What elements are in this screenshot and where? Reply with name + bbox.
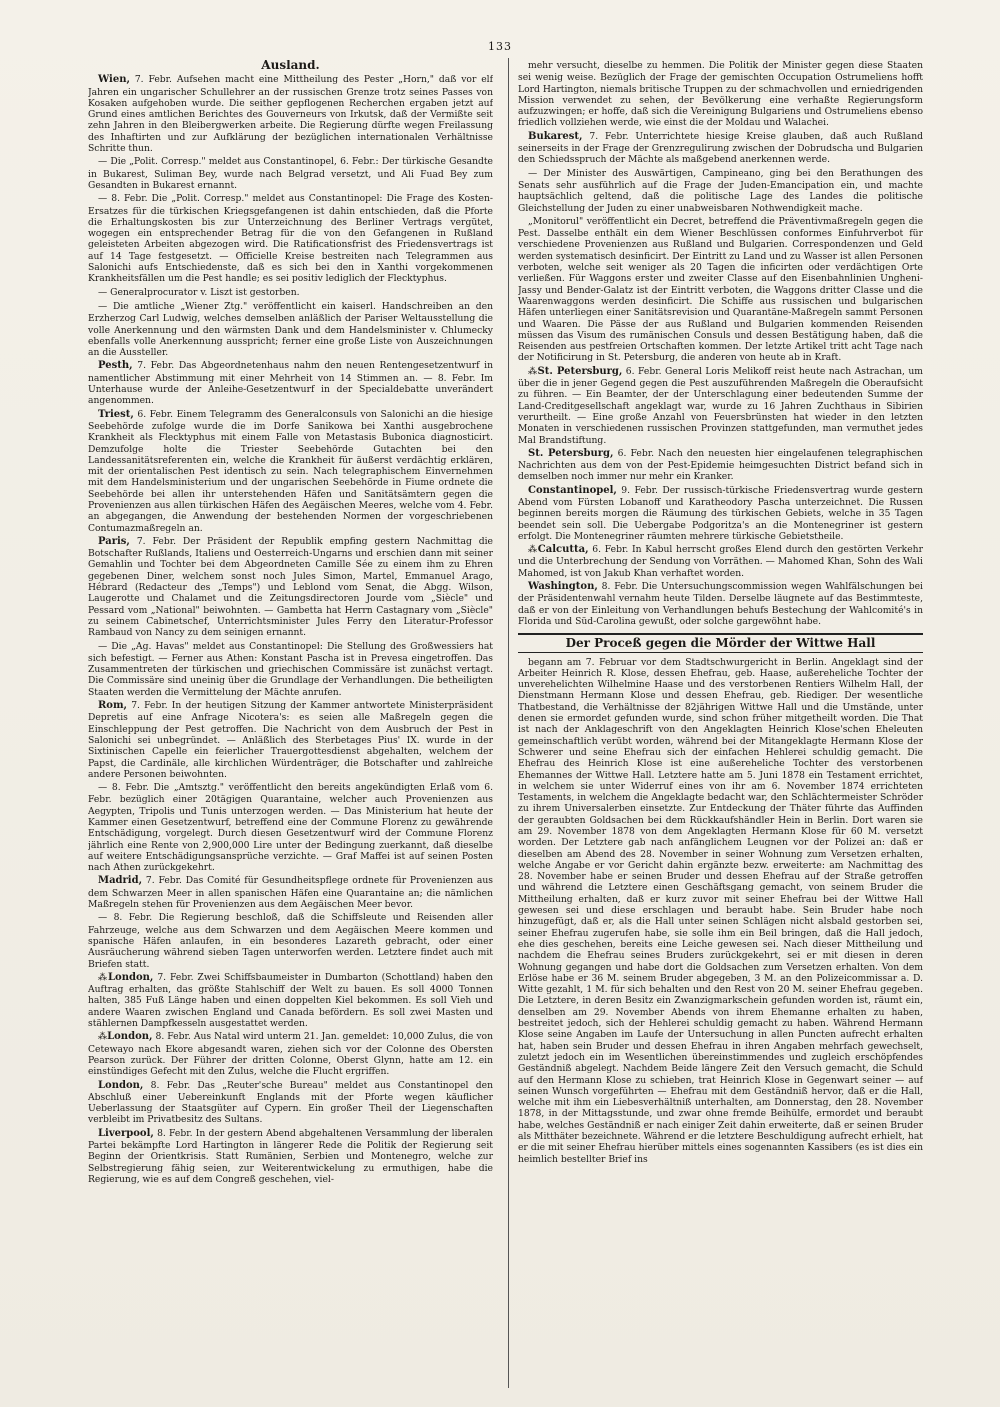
dateline: London, [98, 1079, 144, 1091]
news-paragraph [88, 875, 493, 910]
news-paragraph [518, 131, 923, 166]
news-paragraph [88, 1128, 493, 1185]
news-paragraph [518, 485, 923, 542]
news-paragraph [88, 74, 493, 154]
paragraph-text: — Die „Ag. Havas" meldet aus Constantinopel: Die Stellung des Großwessiers hat sich befestigt. — Ferner aus Athen: Konstant Pascha ist in Prevesa eingetroffen. Das Zusammentreten der türkischen und griechischen Commissäre ist zunächst vertagt. Die Commissäre sind uneinig über die Grundlage der Verhandlungen. Die betheiligten Staaten werden die Vermittelung der Mächte anrufen. [88, 640, 493, 698]
right-paragraphs [518, 60, 923, 627]
paragraph-marker: ⁂ [98, 972, 109, 983]
dateline: Pesth, [98, 360, 133, 372]
dateline: Triest, [98, 408, 134, 420]
news-paragraph [88, 156, 493, 191]
news-paragraph [88, 700, 493, 780]
news-paragraph [88, 193, 493, 284]
dateline: Washington, [528, 581, 598, 593]
article-paragraph: begann am 7. Februar vor dem Stadtschwurgericht in Berlin. Angeklagt sind der Arbeiter Heinrich R. Klose, dessen Ehefrau, geb. Haase, außereheliche Tochter der unverehelichten Wilhelmine Haase und des verstorbenen Rentiers Wilhelm Hall, der Dienstmann Hermann Klose und dessen Ehefrau, geb. Riediger. Der wesentliche Thatbestand, die Verhältnisse der 82jährigen Wittwe Hall und die Umstände, unter denen sie ermordet gefunden wurde, sind schon früher mitgetheilt worden. Die That ist nach der Anklageschrift von den Angeklagten Heinrich Klose'schen Eheleuten gemeinschaftlich verübt worden, während bei der Mitangeklagte Hermann Klose der Schwerer und seine Ehefrau sich der einfachen Hehlerei schuldig gemacht. Die Ehefrau des Heinrich Klose ist eine außereheliche Tochter des verstorbenen Ehemannes der Wittwe Hall. Letztere hatte am 5. Juni 1878 ein Testament errichtet, in welchem sie unter Widerruf eines von ihr am 6. November 1874 errichteten Testaments, in welchem die Angeklagte bedacht war, den Schlächtermeister Schröder zu ihrem Universalerben einsetzte. Zur Entdeckung der Thäter führte das Auffinden der geraubten Goldsachen bei dem Rückkaufshändler Hein in Berlin. Dort waren sie am 29. November 1878 von dem Angeklagten Hermann Klose für 60 M. versetzt worden. Der Letztere gab nach anfänglichem Leugnen vor der Polizei an: daß er dieselben am Abend des 28. November in seiner Wohnung zum Versetzen erhalten, welche Angabe er vor Gericht dahin ergänzte bezw. erweiterte: am Nachmittag des 28. November habe er seinen Bruder und dessen Ehefrau auf der Straße getroffen und während die Letztere einen Geschäftsgang gemacht, von seinem Bruder die Mittheilung erhalten, daß er kurz zuvor mit seiner Ehefrau bei der Wittwe Hall gewesen sei und diese erschlagen und beraubt habe. Sein Bruder habe noch hinzugefügt, daß er, als die Hall unter seinen Schlägen nicht alsbald gestorben sei, seiner Ehefrau zugerufen habe, sie solle ihm ein Beil bringen, daß die Hall jedoch, ehe dies geschehen, bereits eine Leiche gewesen sei. Nach dieser Mittheilung und nachdem die Ehefrau seines Bruders zurückgekehrt, sei er mit diesen in deren Wohnung gegangen und habe dort die Goldsachen zum Versetzen erhalten. Von dem Erlöse habe er 36 M. seinem Bruder abgegeben, 3 M. an den Polizeicommissar a. D. Witte gezahlt, 1 M. für sich behalten und den Rest von 20 M. seiner Ehefrau gegeben. Die Letztere, in deren Besitz ein Zwanzigmarkschein gefunden worden ist, räumt ein, denselben am 29. November Abends von ihrem Ehemanne erhalten zu haben, bestreitet jedoch, sich der Hehlerei schuldig gemacht zu haben. Während Hermann Klose seine Angaben im Laufe der Untersuchung in allen Puncten aufrecht erhalten hat, haben sein Bruder und dessen Ehefrau in ihren Angaben mehrfach gewechselt, zuletzt jedoch ein im Wesentlichen übereinstimmendes und zugleich erschöpfendes Geständniß abgelegt. Nachdem Beide längere Zeit den Versuch gemacht, die Schuld auf den Hermann Klose zu schieben, trat Heinrich Klose in Gegenwart seiner — auf seinen Wunsch vorgeführten — Ehefrau mit dem Geständniß hervor, daß er die Hall, welche mit ihm ein Liebesverhältniß unterhalten, am Donnerstag, den 28. November 1878, in der Mittagsstunde, und zwar ohne fremde Beihülfe, ermordet und beraubt habe, welches Geständniß er nach einiger Zeit dahin erweiterte, daß er seinen Bruder als Mitthäter bezeichnete. Während er die letztere Beschuldigung aufrecht erhielt, hat er die mit seiner Ehefrau hierüber mittels eines sogenannten Kassibers (es ist dies ein heimlich bestellter Brief ins [518, 656, 923, 1165]
news-paragraph [88, 1080, 493, 1126]
paragraph-text: 8. Febr. Die Untersuchungscommission wegen Wahlfälschungen bei der Präsidentenwahl vernahm heute Tilden. Derselbe läugnete auf das Bestimmteste, daß er von der Einleitung von Verhandlungen behufs Bestechung der Wahlcomité's in Florida und Süd-Carolina gewußt, oder solche gargewöhnt habe. [518, 581, 923, 627]
right-column [518, 60, 923, 1390]
left-paragraphs [88, 74, 493, 1185]
article-title: Der Proceß gegen die Mörder der Wittwe Hall [518, 633, 923, 652]
paragraph-text: 8. Febr. In der gestern Abend abgehaltenen Versammlung der liberalen Partei bekämpfte Lord Hartington in längerer Rede die Politik der Regierung seit Beginn der Orientkrisis. Statt Rumänien, Serbien und Montenegro, welche zur Selbstregierung fähig seien, zur Weiterentwickelung zu ermuthigen, habe die Regierung, wie es auf dem Congreß geschehen, viel- [88, 1127, 493, 1185]
paragraph-marker: ⁂ [528, 366, 538, 377]
dateline: Constantinopel, [528, 484, 617, 496]
section-title: Ausland. [261, 60, 320, 72]
paragraph-text: — 8. Febr. Die „Polit. Corresp." meldet aus Constantinopel: Die Frage des Kosten-Ersatzes für die türkischen Kriegsgefangenen ist dahin entschieden, daß die Pforte die Erhaltungskosten bis zur Unterzeichnung des Berliner Vertrags vergütet, wogegen ein entsprechender Betrag für die von den Gefangenen in Rußland geleisteten Arbeiten abgezogen wird. Die Ratificationsfrist des Friedensvertrags ist auf 14 Tage festgesetzt. — Officielle Kreise bestreiten nach Telegrammen aus Salonichi aufs Entschiedenste, daß es sich bei den in Xanthi vorgekommenen Krankheitsfällen um die Pest handle; es sei positiv lediglich der Flecktyphus. [88, 193, 493, 285]
news-paragraph [518, 448, 923, 483]
paragraph-text: 6. Febr. Einem Telegramm des Generalconsuls von Salonichi an die hiesige Seebehörde zufolge wurde die im Dorfe Sanikowa bei Xanthi ausgebrochene Krankheit als Flecktyphus mit einem Falle von Metastasis Bubonica diagnosticirt. Demzufolge holte die Triester Seebehörde Gutachten bei den Landessanitätsreferenten ein, welche die Krankheit für äußerst verdächtig erklären, mit der orientalischen Pest identisch zu sein. Nach telegraphischem Einvernehmen mit dem Handelsministerium und der ungarischen Seebehörde in Fiume ordnete die Seebehörde bei allen ihr unterstehenden Häfen und Sanitätsämtern gegen die Provenienzen aus allen türkischen Häfen des Aegäischen Meeres, welche vom 4. Febr. an abgegangen, die Anwendung der bestehenden Normen der vorgeschriebenen Contumazmaßregeln an. [88, 408, 493, 534]
paragraph-text: 7. Febr. Aufsehen macht eine Mittheilung des Pester „Horn," daß vor elf Jahren ein ungarischer Schullehrer an der russischen Grenze trotz seines Passes von Kosaken aufgehoben wurde. Die seither gepflogenen Recherchen ergaben jetzt auf Grund eines amtlichen Berichtes des Gouverneurs von Irkutsk, daß der Vermißte seit zehn Jahren in den Bleibergwerken arbeite. Die Regierung dürfte wegen Freilassung des Inhaftirten und zur Aufklärung der bezüglichen internationalen Verhältnisse Schritte thun. [88, 74, 493, 155]
news-paragraph [518, 544, 923, 579]
paragraph-text: — Die amtliche „Wiener Ztg." veröffentlicht ein kaiserl. Handschreiben an den Erzherzog Carl Ludwig, welches demselben anläßlich der Pariser Weltausstellung die volle Anerkennung und den wärmsten Dank und dem Handelsminister v. Chlumecky ebenfalls volle Anerkennung ausspricht; ferner eine große Liste von Auszeichnungen an die Aussteller. [88, 300, 493, 359]
news-paragraph [88, 912, 493, 969]
paragraph-marker: ⁂ [528, 545, 538, 556]
dateline: St. Petersburg, [528, 447, 614, 459]
dateline: Liverpool, [98, 1127, 154, 1139]
dateline: Madrid, [98, 875, 143, 887]
news-paragraph [518, 581, 923, 627]
news-paragraph [88, 972, 493, 1029]
news-paragraph [518, 60, 923, 129]
paragraph-text: 7. Febr. Unterrichtete hiesige Kreise glauben, daß auch Rußland seinerseits in der Frage der Grenzregulirung zwischen der Dobrudscha und Bulgarien den Schiedsspruch der Mächte als maßgebend anerkennen werde. [518, 130, 923, 166]
paragraph-text: 7. Febr. In der heutigen Sitzung der Kammer antwortete Ministerpräsident Depretis auf eine Anfrage Nicotera's: es seien alle Maßregeln gegen die Einschleppung der Pest getroffen. Die Nachricht von dem Ausbruch der Pest in Salonichi sei unbegründet. — Anläßlich des Sterbetages Pius' IX. wurde in der Sixtinischen Capelle ein feierlicher Trauergottesdienst abgehalten, welchem der Papst, die Cardinäle, alle kirchlichen Würdenträger, die Botschafter und zahlreiche andere Personen beiwohnten. [88, 700, 493, 780]
paragraph-text: 8. Febr. Aus Natal wird unterm 21. Jan. gemeldet: 10,000 Zulus, die von Cetewayo nach Ekore abgesandt waren, ziehen sich vor der Colonne des Obersten Pearson zurück. Der Führer der dritten Colonne, Oberst Glynn, hatte am 12. ein einstündiges Gefecht mit den Zulus, welche die Flucht ergriffen. [88, 1031, 493, 1078]
news-paragraph [518, 216, 923, 364]
paragraph-text: 7. Febr. Der Präsident der Republik empfing gestern Nachmittag die Botschafter Rußlands, Italiens und Oesterreich-Ungarns und erschien dann mit seiner Gemahlin und Tochter bei dem Abgeordneten Camille Sée zu einem ihm zu Ehren gegebenen Diner, welchem sonst noch Jules Simon, Martel, Emmanuel Arago, Hébrard (Redacteur des „Temps") und Leblond vom Senat, die Abgg. Wilson, Laugerotte und Chalamet und die Zeitungsdirectoren Jourde vom „Siècle" und Pessard vom „National" beiwohnten. — Gambetta hat Herrn Castagnary vom „Siècle" zu seinem Cabinetschef, Unterrichtsminister Jules Ferry den Literatur-Professor Rambaud von Nancy zu dem seinigen ernannt. [88, 535, 493, 639]
news-paragraph [88, 287, 493, 299]
dateline: Rom, [98, 700, 128, 712]
paragraph-text: 6. Febr. In Kabul herrscht großes Elend durch den gestörten Verkehr und die Unterbrechung der Sendung von Vorräthen. — Mahomed Khan, Sohn des Wali Mahomed, ist von Jakub Khan verhaftet worden. [518, 544, 923, 579]
news-paragraph [88, 536, 493, 639]
dateline: Paris, [98, 535, 130, 547]
dateline: London, [108, 971, 154, 983]
news-paragraph [88, 641, 493, 698]
paragraph-text: 7. Febr. Zwei Schiffsbaumeister in Dumbarton (Schottland) haben den Auftrag erhalten, das größte Stahlschiff der Welt zu bauen. Es soll 4000 Tonnen halten, 385 Fuß Länge haben und einen doppelten Kiel bekommen. Es soll Vieh und andere Waaren zwischen England und Canada befördern. Es soll zwei Masten und stählernen Dampfkesseln ausgestattet werden. [88, 971, 493, 1030]
paragraph-text: — Die „Polit. Corresp." meldet aus Constantinopel, 6. Febr.: Der türkische Gesandte in Bukarest, Suliman Bey, wurde nach Belgrad versetzt, und Ali Fuad Bey zum Gesandten in Bukarest ernannt. [88, 156, 493, 191]
news-paragraph [88, 301, 493, 358]
paragraph-text: — Generalprocurator v. Liszt ist gestorben. [98, 286, 300, 298]
column-rule [508, 58, 509, 1388]
paragraph-marker: ⁂ [98, 1032, 108, 1043]
page-number: 133 [488, 40, 512, 53]
paragraph-text: „Monitorul" veröffentlicht ein Decret, betreffend die Präventivmaßregeln gegen die Pest. Dasselbe enthält ein dem Wiener Beschlüssen conformes Einfuhrverbot für verschiedene Provenienzen aus Rußland und Bulgarien. Correspondenzen und Geld werden systematisch desinficirt. Der Eintritt zu Land und zu Wasser ist allen Personen verboten, welche seit weniger als 20 Tagen die inficirten oder verdächtigen Orte verließen. Für Waggons erster und zweiter Classe auf den Eisenbahnlinien Ungheni-Jassy und Bender-Galatz ist der Eintritt verboten, die Waggons dritter Classe und die Waarenwaggons werden desinficirt. Die Schiffe aus russischen und bulgarischen Häfen unterliegen einer Sanitätsrevision und Quarantäne-Maßregeln sammt Personen und Waaren. Die Pässe der aus Rußland und Bulgarien kommenden Reisenden müssen das Visum des rumänischen Consuls und dessen Bestätigung haben, daß die Reisenden aus pestfreien Ortschaften kommen. Der letzte Artikel tritt acht Tage nach der Notificirung in St. Petersburg, die anderen von heute ab in Kraft. [518, 215, 923, 364]
dateline: London, [107, 1031, 153, 1043]
news-paragraph [518, 366, 923, 446]
news-paragraph [88, 409, 493, 534]
paragraph-text: — Der Minister des Auswärtigen, Campineano, ging bei den Berathungen des Senats sehr ausführlich auf die Frage der Juden-Emancipation ein, und machte hauptsächlich geltend, daß die politische Lage des Landes die politische Gleichstellung der Juden zu einer unabweisbaren Nothwendigkeit mache. [518, 167, 923, 214]
paragraph-text: 9. Febr. Der russisch-türkische Friedensvertrag wurde gestern Abend vom Fürsten Lobanoff und Karatheodory Pascha unterzeichnet. Die Russen beginnen bereits morgen die Räumung des türkischen Gebiets, welche in 35 Tagen beendet sein soll. Die Uebergabe Podgoritza's an die Montenegriner ist gestern erfolgt. Die Montenegriner räumten mehrere türkische Gebietstheile. [518, 484, 923, 542]
news-paragraph [88, 360, 493, 406]
dateline: Calcutta, [537, 544, 589, 556]
paragraph-text: 8. Febr. Das „Reuter'sche Bureau" meldet aus Constantinopel den Abschluß einer Uebereinkunft Englands mit der Pforte wegen käuflicher Ueberlassung der Staatsgüter auf Cypern. Ein großer Theil der Liegenschaften verbleibt im Privatbesitz des Sultans. [88, 1079, 493, 1126]
paragraph-text: 6. Febr. General Loris Melikoff reist heute nach Astrachan, um über die in jener Gegend gegen die Pest auszuführenden Maßregeln die Oberaufsicht zu führen. — Ein Beamter, der der Unterschlagung einer bedeutenden Summe der Land-Creditgesellschaft angeklagt war, wurde zu 16 Jahren Zuchthaus in Sibirien verurtheilt. — Eine große Anzahl von Feuersbrünsten hat wieder in den letzten Monaten in verschiedenen russischen Provinzen stattgefunden, man vermuthet jedes Mal Brandstiftung. [518, 365, 923, 446]
paragraph-text: 6. Febr. Nach den neuesten hier eingelaufenen telegraphischen Nachrichten aus dem von der Pest-Epidemie heimgesuchten District befand sich in demselben noch immer nur mehr ein Kranker. [518, 447, 923, 483]
paragraph-text: mehr versucht, dieselbe zu hemmen. Die Politik der Minister gegen diese Staaten sei wenig weise. Bezüglich der Frage der gemischten Occupation Ostrumeliens hofft Lord Hartington, niemals britische Truppen zu der schmachvollen und erniedrigenden Mission verwendet zu sehen, der Bevölkerung eine verhaßte Regierungsform aufzuzwingen; er hoffe, daß sich die Vereinigung Bulgariens und Ostrumeliens ebenso friedlich vollziehen werde, wie einst die der Moldau und Walachei. [518, 60, 923, 129]
left-column [88, 60, 493, 1390]
article-paragraphs [518, 657, 923, 1165]
news-paragraph [88, 782, 493, 873]
dateline: Bukarest, [528, 130, 583, 142]
dateline: St. Petersburg, [537, 365, 623, 377]
paragraph-text: — 8. Febr. Die Regierung beschloß, daß die Schiffsleute und Reisenden aller Fahrzeuge, welche aus dem Schwarzen und dem Aegäischen Meere kommen und spanische Häfen anlaufen, in ein besonderes Lazareth gebracht, oder einer Ausräucherung während sieben Tagen unterworfen werden. Letztere findet auch mit Briefen statt. [88, 912, 493, 970]
dateline: Wien, [98, 74, 130, 86]
news-paragraph [88, 1031, 493, 1077]
news-paragraph [518, 168, 923, 214]
paragraph-text: — 8. Febr. Die „Amtsztg." veröffentlicht den bereits angekündigten Erlaß vom 6. Febr. bezüglich einer 20tägigen Quarantaine, welcher auch Provenienzen aus Aegypten, Tripolis und Tunis unterzogen werden. — Das Ministerium hat heute der Kammer einen Gesetzentwurf, betreffend eine der Commune Florenz zu gewährende Entschädigung, vorgelegt. Durch diesen Gesetzentwurf wird der Commune Florenz jährlich eine Rente von 2,900,000 Lire unter der Bedingung zuerkannt, daß dieselbe auf weitere Entschädigungsansprüche verzichte. — Graf Maffei ist auf seinen Posten nach Athen zurückgekehrt. [88, 782, 493, 874]
paragraph-text: 7. Febr. Das Comité für Gesundheitspflege ordnete für Provenienzen aus dem Schwarzen Meer in allen spanischen Häfen eine Quarantaine an; die nämlichen Maßregeln stehen für Provenienzen aus dem Aegäischen Meer bevor. [88, 875, 493, 911]
paragraph-text: 7. Febr. Das Abgeordnetenhaus nahm den neuen Rentengesetzentwurf in namentlicher Abstimmung mit einer Mehrheit von 14 Stimmen an. — 8. Febr. Im Unterhause wurde der Anleihe-Gesetzentwurf in der Specialdebatte unverändert angenommen. [88, 360, 493, 407]
